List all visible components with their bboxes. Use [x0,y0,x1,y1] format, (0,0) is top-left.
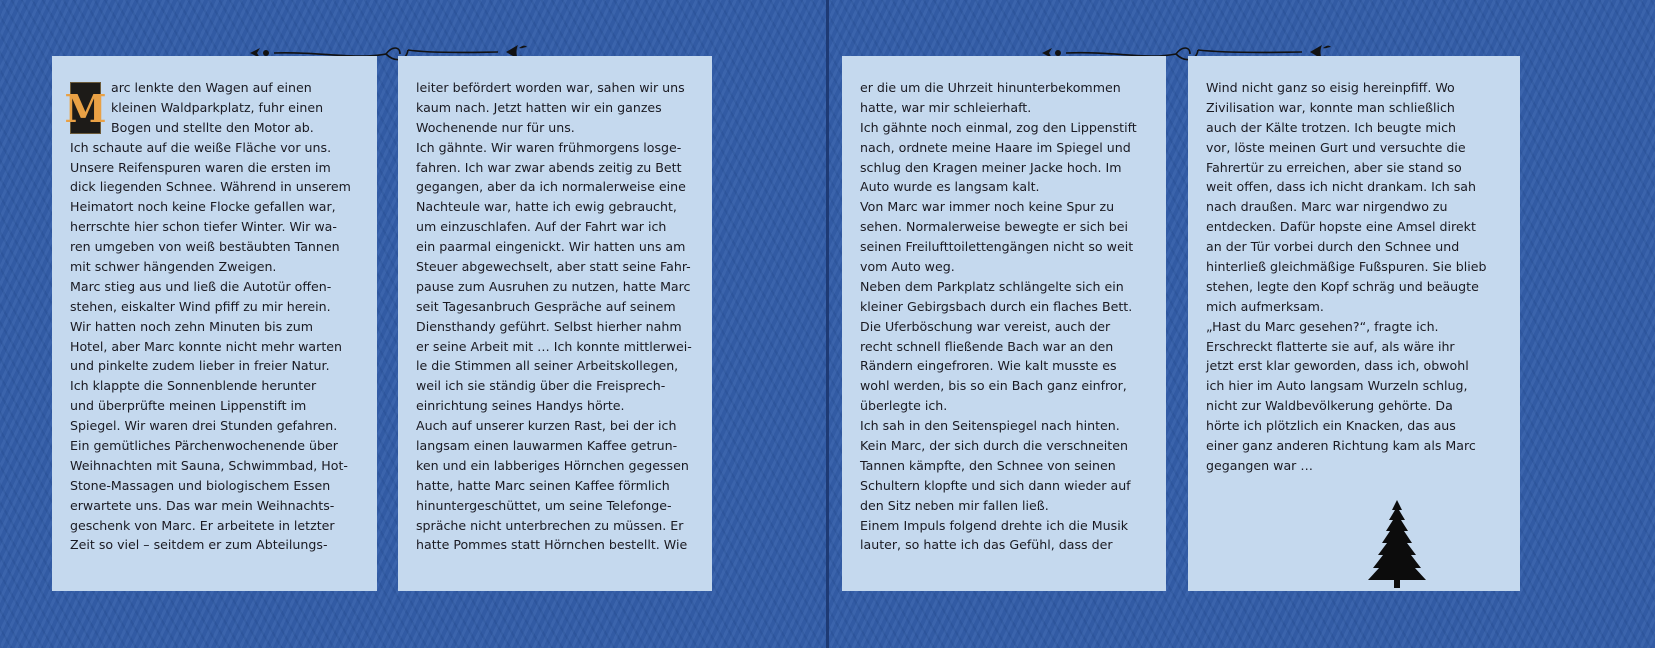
text-line: Die Uferböschung war vereist, auch der [860,318,1111,334]
text-line: vom Auto weg. [860,259,955,275]
left-page [0,0,826,648]
text-line: dick liegenden Schnee. Während in unserem [70,179,351,195]
text-column-3 [842,56,1166,591]
text-line: Diensthandy geführt. Selbst hierher nahm [416,318,682,334]
text-line: den Sitz neben mir fallen ließ. [860,497,1049,513]
right-page [829,0,1655,648]
text-line: gegangen war … [1206,457,1313,473]
text-line: auch der Kälte trotzen. Ich beugte mich [1206,119,1457,135]
text-line: lauter, so hatte ich das Gefühl, dass der [860,537,1113,553]
text-line: Erschreckt flatterte sie auf, als wäre ihr [1206,338,1455,354]
text-line: Spiegel. Wir waren drei Stunden gefahren. [70,418,338,434]
text-column-2 [398,56,712,591]
text-line: hörte ich plötzlich ein Knacken, das aus [1206,418,1456,434]
text-line: jetzt erst klar geworden, dass ich, obwohl [1206,358,1469,374]
text-line: kaum nach. Jetzt hatten wir ein ganzes [416,99,662,115]
text-line: spräche nicht unterbrechen zu müssen. Er [416,517,684,533]
text-line: Wind nicht ganz so eisig hereinpfiff. Wo [1206,80,1455,95]
text-line: er die um die Uhrzeit hinunterbekommen [860,80,1121,95]
text-line: Ich gähnte. Wir waren frühmorgens losge- [416,139,682,155]
text-line: Zeit so viel – seitdem er zum Abteilungs- [70,537,328,553]
text-line: Kein Marc, der sich durch die verschneiten [860,438,1128,454]
text-line: ich hier im Auto langsam Wurzeln schlug, [1206,378,1468,394]
text-line: Von Marc war immer noch keine Spur zu [860,199,1115,215]
text-line: langsam einen lauwarmen Kaffee getrun- [416,438,678,454]
fir-tree-icon [1364,498,1430,590]
text-line: gegangen, aber da ich normalerweise eine [416,179,686,195]
text-line: fahren. Ich war zwar abends zeitig zu Bett [416,159,682,175]
text-line: Marc stieg aus und ließ die Autotür offen- [70,278,332,294]
text-column-4 [1188,56,1520,591]
text-line: Wochenende nur für uns. [416,119,575,135]
text-line: „Hast du Marc gesehen?“, fragte ich. [1206,318,1439,334]
text-line: Zivilisation war, konnte man schließlich [1206,99,1455,115]
text-line: seit Tagesanbruch Gespräche auf seinem [416,298,676,314]
text-line: sehen. Normalerweise bewegte er sich bei [860,219,1128,235]
text-line: schlug den Kragen meiner Jacke hoch. Im [860,159,1122,175]
text-line: Auch auf unserer kurzen Rast, bei der ich [416,418,677,434]
text-line: stehen, legte den Kopf schräg und beäugte [1206,278,1479,294]
text-line: er seine Arbeit mit … Ich konnte mittlerwei- [416,338,692,354]
text-line: mich aufmerksam. [1206,298,1324,314]
text-line: ein paarmal eingenickt. Wir hatten uns am [416,239,686,255]
text-line: Unsere Reifenspuren waren die ersten im [70,159,331,175]
text-line: hinterließ gleichmäßige Fußspuren. Sie blieb [1206,259,1487,275]
text-line: Tannen kämpfte, den Schnee von seinen [860,457,1116,473]
text-line: an der Tür vorbei durch den Schnee und [1206,239,1460,255]
text-line: hinuntergeschüttet, um seine Telefonge- [416,497,672,513]
text-line: Ich sah in den Seitenspiegel nach hinten. [860,418,1120,434]
text-line: hatte, war mir schleierhaft. [860,99,1032,115]
text-line: le die Stimmen all seiner Arbeitskollegen, [416,358,679,374]
text-line: ren umgeben von weiß bestäubten Tannen [70,239,340,255]
text-line: Ein gemütliches Pärchenwochenende über [70,438,338,454]
text-line: weil ich sie ständig über die Freisprech- [416,378,666,394]
text-line: um einzuschlafen. Auf der Fahrt war ich [416,219,667,235]
text-line: Einem Impuls folgend drehte ich die Musik [860,517,1129,533]
text-line: vor, löste meinen Gurt und versuchte die [1206,139,1466,155]
text-line: Neben dem Parkplatz schlängelte sich ein [860,278,1124,294]
text-line: Schultern klopfte und sich dann wieder auf [860,477,1131,493]
text-line: einrichtung seines Handys hörte. [416,398,625,414]
text-line: Hotel, aber Marc konnte nicht mehr warten [70,338,342,354]
drop-cap: M [70,82,101,134]
text-column-1 [52,56,377,591]
text-line: hatte, hatte Marc seinen Kaffee förmlich [416,477,670,493]
text-line: recht schnell fließende Bach war an den [860,338,1114,354]
text-line: Ich schaute auf die weiße Fläche vor uns. [70,139,332,155]
text-line: Rändern eingefroren. Wie kalt musste es [860,358,1117,374]
text-line: Weihnachten mit Sauna, Schwimmbad, Hot- [70,457,348,473]
text-line: hatte Pommes statt Hörnchen bestellt. Wie [416,537,688,553]
text-line: wohl werden, bis so ein Bach ganz einfror, [860,378,1127,394]
text-line: nach draußen. Marc war nirgendwo zu [1206,199,1448,215]
text-line: und pinkelte zudem lieber in freier Natur. [70,358,330,374]
text-line: geschenk von Marc. Er arbeitete in letzter [70,517,335,533]
text-line: kleinen Waldparkplatz, fuhr einen [111,99,324,115]
text-line: leiter befördert worden war, sahen wir uns [416,80,685,95]
text-line: ken und ein labberiges Hörnchen gegessen [416,457,689,473]
text-line: arc lenkte den Wagen auf einen [111,80,312,95]
text-line: Fahrertür zu erreichen, aber sie stand so [1206,159,1462,175]
text-line: pause zum Ausruhen zu nutzen, hatte Marc [416,278,691,294]
text-line: Bogen und stellte den Motor ab. [111,119,314,135]
text-line: Wir hatten noch zehn Minuten bis zum [70,318,314,334]
text-line: erwartete uns. Das war mein Weihnachts- [70,497,335,513]
text-line: kleiner Gebirgsbach durch ein flaches Bett. [860,298,1133,314]
text-line: stehen, eiskalter Wind pfiff zu mir herein. [70,298,331,314]
text-line: Heimatort noch keine Flocke gefallen war, [70,199,336,215]
text-line: Nachteule war, hatte ich ewig gebraucht, [416,199,677,215]
text-line: nach, ordnete meine Haare im Spiegel und [860,139,1131,155]
text-line: Ich klappte die Sonnenblende herunter [70,378,317,394]
text-line: überlegte ich. [860,398,948,414]
text-line: entdecken. Dafür hopste eine Amsel direkt [1206,219,1476,235]
text-line: Auto wurde es langsam kalt. [860,179,1040,195]
text-line: Ich gähnte noch einmal, zog den Lippenstift [860,119,1137,135]
text-line: Stone-Massagen und biologischem Essen [70,477,331,493]
text-line: seinen Freilufttoilettengängen nicht so weit [860,239,1134,255]
text-line: und überprüfte meinen Lippenstift im [70,398,307,414]
text-line: herrschte hier schon tiefer Winter. Wir wa- [70,219,337,235]
text-line: einer ganz anderen Richtung kam als Marc [1206,438,1476,454]
text-line: Steuer abgewechselt, aber statt seine Fahr- [416,259,691,275]
text-line: nicht zur Waldbevölkerung gehörte. Da [1206,398,1453,414]
text-line: weit offen, dass ich nicht drankam. Ich sah [1206,179,1476,195]
text-line: mit schwer hängenden Zweigen. [70,259,277,275]
